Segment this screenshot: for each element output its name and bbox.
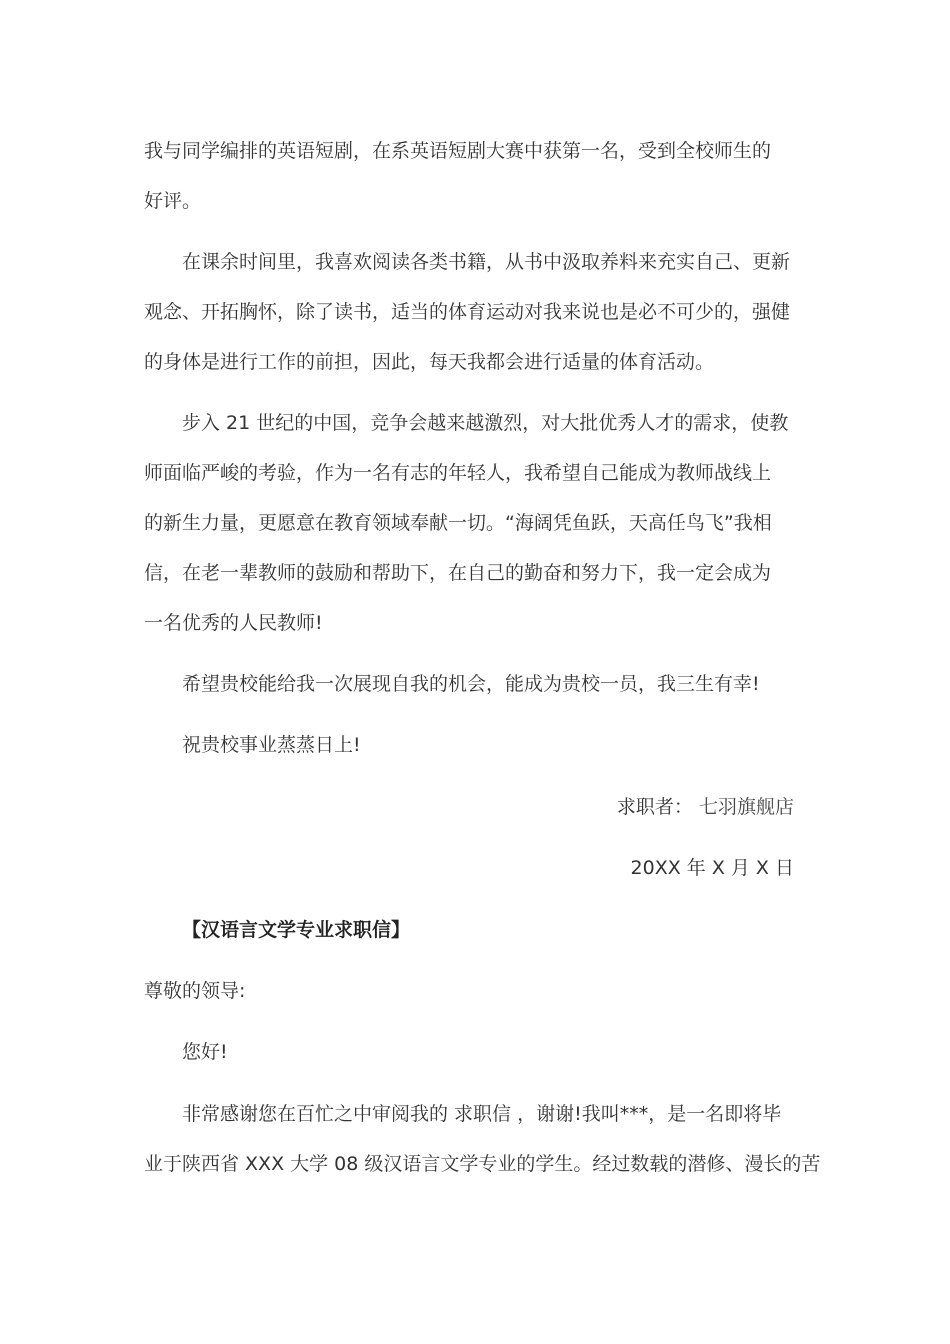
para2-line-2: 观念、开拓胸怀，除了读书，适当的体育运动对我来说也是必不可少的，强健 [144, 301, 791, 323]
para6-line-2: 业于陕西省 XXX 大学 08 级汉语言文学专业的学生。经过数载的潜修、漫长的苦 [144, 1153, 821, 1175]
para2-line-1: 在课余时间里，我喜欢阅读各类书籍，从书中汲取养料来充实自己、更新 [182, 251, 791, 273]
signature-label: 求职者： [616, 796, 693, 818]
para4-line: 希望贵校能给我一次展现自我的机会，能成为贵校一员，我三生有幸! [182, 673, 760, 695]
para3-line-5: 一名优秀的人民教师! [144, 612, 323, 634]
para3-line-1: 步入 21 世纪的中国，竞争会越来越激烈，对大批优秀人才的需求，使教 [182, 412, 789, 434]
salutation: 尊敬的领导: [144, 980, 246, 1002]
para1-line-2: 好评。 [144, 190, 202, 212]
signature-name: 七羽旗舰店 [698, 796, 794, 818]
signature-date: 20XX 年 X 月 X 日 [630, 857, 794, 879]
para3-line-2: 师面临严峻的考验，作为一名有志的年轻人，我希望自己能成为教师战线上 [144, 462, 772, 484]
section-title: 【汉语言文学专业求职信】 [182, 919, 411, 941]
para3-line-3: 的新生力量，更愿意在教育领域奉献一切。“海阔凭鱼跃，天高任鸟飞”我相 [144, 512, 772, 534]
para2-line-3: 的身体是进行工作的前担，因此，每天我都会进行适量的体育活动。 [144, 351, 715, 373]
signature-line [617, 794, 794, 820]
para3-line-4: 信，在老一辈教师的鼓励和帮助下，在自己的勤奋和努力下，我一定会成为 [144, 562, 772, 584]
para6-line-1: 非常感谢您在百忙之中审阅我的 求职信 ，谢谢!我叫***，是一名即将毕 [182, 1103, 782, 1125]
greeting: 您好! [182, 1041, 228, 1063]
para5-line: 祝贵校事业蒸蒸日上! [182, 734, 361, 756]
para1-line-1: 我与同学编排的英语短剧，在系英语短剧大赛中获第一名，受到全校师生的 [144, 140, 772, 162]
